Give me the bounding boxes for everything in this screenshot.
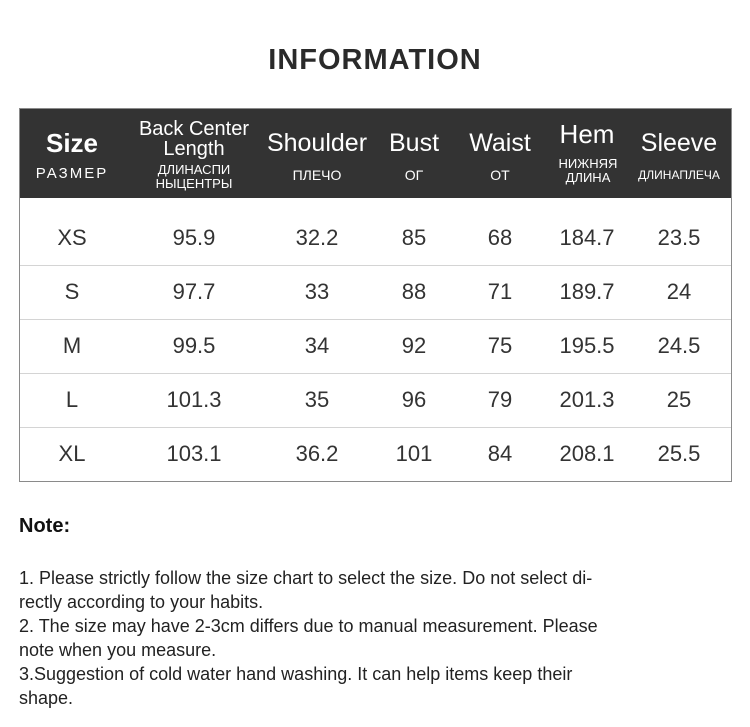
cell-sleeve: 25.5 (657, 441, 701, 466)
cell-waist: 79 (487, 387, 513, 412)
header-sublabel: РАЗМЕР (35, 165, 109, 182)
table-row (20, 319, 731, 374)
note-text (19, 566, 719, 710)
cell-waist: 68 (487, 225, 513, 250)
cell-size: S (64, 279, 80, 304)
table-row (20, 211, 731, 266)
cell-shoulder: 35 (304, 387, 330, 412)
cell-shoulder: 34 (304, 333, 330, 358)
cell-hem: 201.3 (559, 387, 615, 412)
cell-sleeve: 24.5 (657, 333, 701, 358)
cell-waist: 84 (487, 441, 513, 466)
header-bust (378, 109, 450, 198)
header-sublabel: ПЛЕЧО (292, 167, 342, 183)
header-label: Size (45, 128, 99, 158)
header-shoulder (262, 109, 372, 198)
cell-sleeve: 24 (666, 279, 692, 304)
header-hem (544, 109, 630, 198)
header-waist (460, 109, 540, 198)
cell-waist: 71 (487, 279, 513, 304)
header-label: Bust (388, 129, 440, 157)
table-header (20, 109, 731, 198)
header-sublabel: ДЛИНАСПИ НЫЦЕНТРЫ (155, 162, 233, 191)
cell-shoulder: 36.2 (295, 441, 339, 466)
header-sublabel: НИЖНЯЯ ДЛИНА (558, 156, 618, 185)
cell-shoulder: 33 (304, 279, 330, 304)
cell-bust: 88 (401, 279, 427, 304)
note-line: 1. Please strictly follow the size chart to select the size. Do not select di- (19, 568, 593, 588)
cell-size: XS (57, 225, 87, 250)
cell-bust: 85 (401, 225, 427, 250)
header-sublabel: ОТ (490, 167, 510, 183)
header-label: Hem (559, 119, 615, 149)
cell-size: L (65, 387, 79, 412)
cell-hem: 208.1 (559, 441, 615, 466)
note-line: shape. (19, 688, 74, 708)
cell-back-center-length: 99.5 (172, 333, 216, 358)
cell-hem: 189.7 (559, 279, 615, 304)
header-size (20, 109, 124, 198)
cell-back-center-length: 95.9 (172, 225, 216, 250)
cell-size: M (62, 333, 82, 358)
cell-sleeve: 23.5 (657, 225, 701, 250)
table-row (20, 373, 731, 428)
note-line: 2. The size may have 2-3cm differs due to manual measurement. Please (19, 616, 598, 636)
cell-back-center-length: 101.3 (166, 387, 222, 412)
page-title: INFORMATION (268, 44, 482, 76)
header-sleeve (632, 109, 726, 198)
header-sublabel: ОГ (404, 167, 424, 183)
cell-bust: 101 (395, 441, 433, 466)
cell-shoulder: 32.2 (295, 225, 339, 250)
cell-hem: 195.5 (559, 333, 615, 358)
table-row (20, 427, 731, 481)
header-back-center-length (132, 109, 256, 198)
cell-back-center-length: 97.7 (172, 279, 216, 304)
cell-sleeve: 25 (666, 387, 692, 412)
size-table (19, 108, 732, 482)
note-line: 3.Suggestion of cold water hand washing. It can help items keep their (19, 664, 573, 684)
cell-hem: 184.7 (559, 225, 615, 250)
note-line: rectly according to your habits. (19, 592, 264, 612)
cell-waist: 75 (487, 333, 513, 358)
note-line: note when you measure. (19, 640, 217, 660)
header-label: Back Center Length (138, 118, 250, 160)
header-label: Sleeve (640, 129, 718, 157)
cell-back-center-length: 103.1 (166, 441, 222, 466)
cell-bust: 96 (401, 387, 427, 412)
table-row (20, 265, 731, 320)
header-label: Shoulder (266, 129, 368, 157)
cell-bust: 92 (401, 333, 427, 358)
note-title: Note: (19, 515, 71, 537)
header-label: Waist (469, 129, 531, 157)
header-sublabel: ДЛИНАПЛЕЧА (638, 168, 720, 182)
cell-size: XL (58, 441, 86, 466)
